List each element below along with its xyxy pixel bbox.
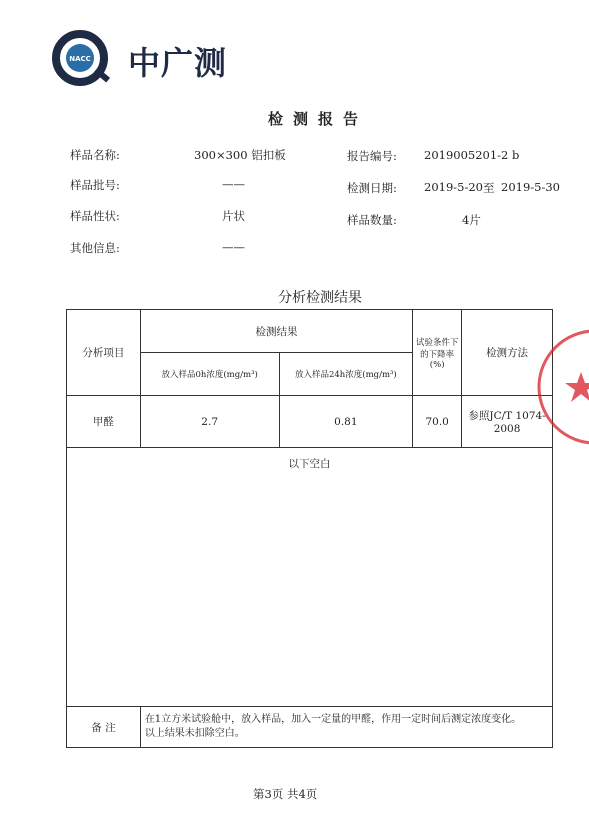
cell-rate: 70.0 <box>413 396 462 448</box>
logo-badge: NACC <box>69 55 91 63</box>
cell-item: 甲醛 <box>67 396 141 448</box>
sample-qty-value: 4片 <box>462 213 481 227</box>
test-date-sep: 至 <box>483 181 495 195</box>
sample-form-value: 片状 <box>222 209 245 223</box>
header-0h: 放入样品0h浓度(mg/m³) <box>140 353 279 396</box>
logo-mark-icon <box>52 28 118 88</box>
header-24h: 放入样品24h浓度(mg/m³) <box>279 353 413 396</box>
remark-label: 备 注 <box>67 707 141 748</box>
section-title: 分析检测结果 <box>278 290 362 306</box>
cell-24h: 0.81 <box>279 396 413 448</box>
remark-line-2: 以上结果未扣除空白。 <box>144 728 245 739</box>
sample-form-label: 样品性状: <box>70 209 120 223</box>
logo <box>52 28 252 88</box>
cell-0h: 2.7 <box>140 396 279 448</box>
header-rate: 试验条件下的下降率(%) <box>413 310 462 396</box>
other-info-value: —— <box>222 240 245 254</box>
page-title: 检测报告 <box>268 110 369 128</box>
cell-method: 参照JC/T 1074-2008 <box>462 396 553 448</box>
brand-name: 中广测 <box>128 44 228 82</box>
sample-name-label: 样品名称: <box>70 148 120 162</box>
remark-content <box>140 707 552 748</box>
header-method: 检测方法 <box>462 310 553 396</box>
header-item: 分析项目 <box>67 310 141 396</box>
report-no-value: 2019005201-2 b <box>424 148 520 162</box>
test-date-to: 2019-5-30 <box>501 180 560 194</box>
results-table <box>66 309 553 748</box>
blank-note: 以下空白 <box>67 448 553 707</box>
sample-name-value: 300×300 铝扣板 <box>194 148 286 162</box>
sample-batch-value: —— <box>222 177 245 191</box>
sample-batch-label: 样品批号: <box>70 178 120 192</box>
test-date-label: 检测日期: <box>347 181 397 195</box>
header-result: 检测结果 <box>140 310 412 353</box>
other-info-label: 其他信息: <box>70 241 120 255</box>
test-date-from: 2019-5-20 <box>424 180 483 194</box>
red-stamp-icon <box>537 322 589 452</box>
table-row <box>67 396 553 448</box>
sample-qty-label: 样品数量: <box>347 213 397 227</box>
remark-line-1: 在1立方米试验舱中，放入样品，加入一定量的甲醛，作用一定时间后测定浓度变化。 <box>144 714 522 725</box>
page-footer: 第3页 共4页 <box>253 787 318 801</box>
report-no-label: 报告编号: <box>347 149 397 163</box>
